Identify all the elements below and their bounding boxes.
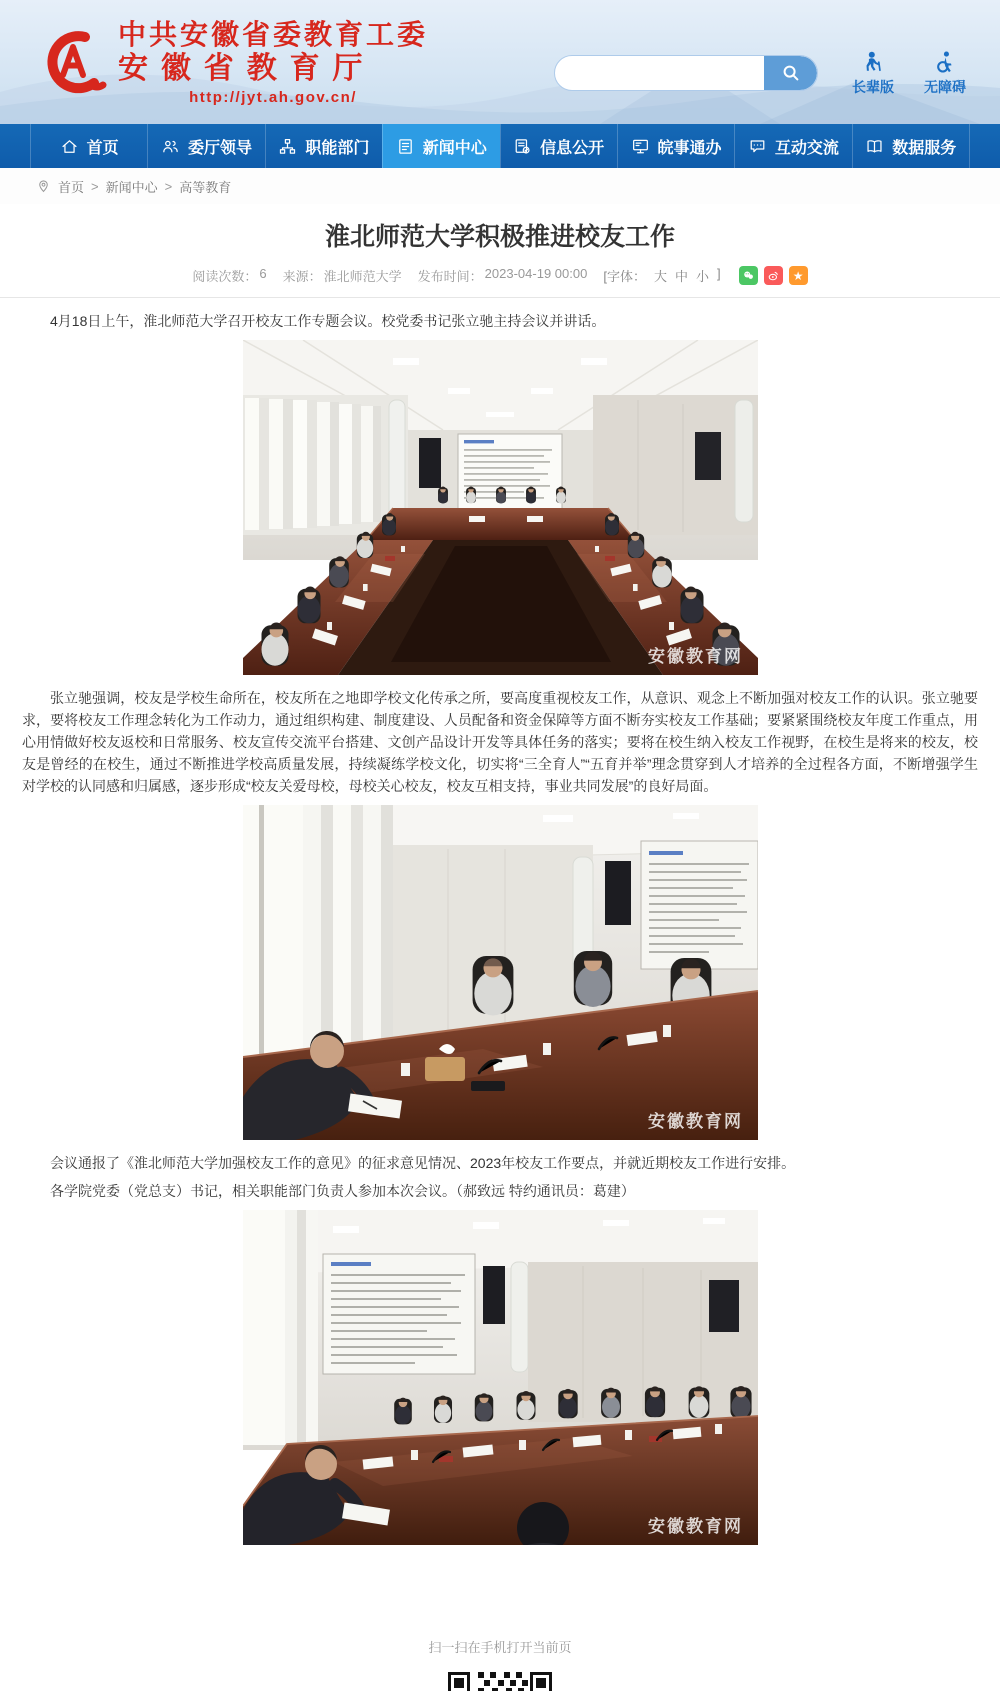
nav-item-leaders[interactable] <box>147 124 264 168</box>
elder-person-icon <box>861 50 885 74</box>
photo-watermark: 安徽教育网 <box>647 1517 743 1537</box>
page-title: 淮北师范大学积极推进校友工作 <box>324 223 675 251</box>
photo-watermark: 安徽教育网 <box>647 1112 743 1132</box>
org-chart-icon <box>278 137 297 156</box>
breadcrumb-news-center[interactable]: 新闻中心 <box>105 179 158 195</box>
org-name-line1: 中共安徽省委教育工委 <box>118 18 429 50</box>
views-count: 6 <box>259 266 267 281</box>
share-favorite-icon[interactable]: ★ <box>789 266 808 285</box>
font-size-small-button[interactable]: 小 <box>695 269 709 284</box>
chat-icon <box>748 137 767 156</box>
paragraph-3: 会议通报了《淮北师范大学加强校友工作的意见》的征求意见情况、2023年校友工作要点，并就近期校友工作进行安排。 <box>50 1155 796 1171</box>
home-icon <box>60 137 79 156</box>
nav-item-data-services[interactable] <box>852 124 970 168</box>
breadcrumb-separator: > <box>91 178 99 194</box>
meeting-room-photo <box>243 805 758 1140</box>
search-box <box>554 55 818 91</box>
source-value: 淮北师范大学 <box>323 269 402 284</box>
paragraph-4: 各学院党委（党总支）书记，相关职能部门负责人参加本次会议。（郝致远 特约通讯员：葛建） <box>50 1183 635 1199</box>
site-header <box>0 0 1000 124</box>
nav-item-interaction[interactable] <box>734 124 851 168</box>
divider <box>0 297 1000 298</box>
photo-watermark: 安徽教育网 <box>647 647 743 667</box>
nav-label: 信息公开 <box>540 139 605 157</box>
qr-code <box>448 1664 552 1691</box>
font-size-control <box>603 266 720 285</box>
document-seal-icon <box>513 137 532 156</box>
article-photo-2 <box>243 805 758 1140</box>
site-logo-icon <box>35 21 109 103</box>
news-icon <box>396 137 415 156</box>
article-photo-3 <box>243 1210 758 1545</box>
nav-item-news-center[interactable] <box>382 124 499 168</box>
org-name-line2: 安徽省教育厅 <box>118 51 376 85</box>
nav-item-departments[interactable] <box>265 124 382 168</box>
nav-item-services[interactable] <box>617 124 734 168</box>
wheelchair-icon <box>933 50 957 74</box>
search-button[interactable] <box>764 56 817 90</box>
elder-version-link[interactable] <box>852 50 894 97</box>
nav-item-home[interactable] <box>30 124 147 168</box>
search-input[interactable] <box>555 56 764 90</box>
breadcrumb <box>0 168 1000 204</box>
publish-time-label: 发布时间： <box>417 269 483 284</box>
nav-label: 职能部门 <box>305 139 370 157</box>
book-icon <box>865 137 884 156</box>
article <box>0 220 1000 1691</box>
accessibility-label: 无障碍 <box>924 78 966 95</box>
breadcrumb-current: 高等教育 <box>179 179 232 195</box>
share-wechat-icon[interactable] <box>739 266 758 285</box>
font-size-prefix: [字体： <box>603 269 646 284</box>
accessibility-link[interactable] <box>924 50 966 97</box>
font-size-large-button[interactable]: 大 <box>653 269 667 284</box>
nav-label: 新闻中心 <box>422 139 487 157</box>
breadcrumb-separator: > <box>164 178 173 194</box>
search-icon <box>781 63 801 83</box>
scan-tip: 扫一扫在手机打开当前页 <box>428 1640 572 1655</box>
people-icon <box>161 137 180 156</box>
article-meta <box>22 266 978 285</box>
main-nav <box>0 124 1000 168</box>
elder-version-label: 长辈版 <box>852 78 894 95</box>
site-brand[interactable] <box>35 19 428 106</box>
nav-label: 首页 <box>86 139 119 157</box>
meeting-room-photo <box>243 340 758 675</box>
nav-label: 皖事通办 <box>657 139 722 157</box>
breadcrumb-home[interactable]: 首页 <box>58 179 85 195</box>
monitor-icon <box>631 137 650 156</box>
location-pin-icon <box>36 179 51 194</box>
source-label: 来源： <box>282 269 322 284</box>
nav-label: 委厅领导 <box>188 139 253 157</box>
publish-time-value: 2023-04-19 00:00 <box>484 266 588 281</box>
nav-label: 数据服务 <box>892 139 957 157</box>
share-weibo-icon[interactable] <box>764 266 783 285</box>
font-size-medium-button[interactable]: 中 <box>674 269 688 284</box>
site-url: http://jyt.ah.gov.cn/ <box>189 88 357 106</box>
nav-item-info-disclosure[interactable] <box>500 124 617 168</box>
share-buttons <box>739 266 808 285</box>
meeting-room-photo <box>243 1210 758 1545</box>
paragraph-2: 张立驰强调，校友是学校生命所在，校友所在之地即学校文化传承之所，要高度重视校友工作，从意识、观念上不断加强对校友工作的认识。张立驰要求，要将校友工作理念转化为工作动力，通过组织构建、制度建设、人员配备和资金保障等方面不断夯实校友工作基础；要紧紧围绕校友年度工作重点，用心用情做好校友返校和日常服务、校友宣传交流平台搭建、文创产品设计开发等具体任务的落实；要将在校生纳入校友工作视野，在校生是将来的校友，校友是曾经的在校生，通过不断推进学校高质量发展，持续凝练学校文化，切实将“三全育人”“五育并举”理念贯穿到人才培养的全过程各方面，不断增强学生对学校的认同感和归属感，逐步形成“校友关爱母校，母校关心校友，校友互相支持，事业共同发展”的良好局面。 <box>22 690 978 794</box>
nav-label: 互动交流 <box>774 139 839 157</box>
paragraph-1: 4月18日上午，淮北师范大学召开校友工作专题会议。校党委书记张立驰主持会议并讲话。 <box>50 313 606 329</box>
font-size-suffix: ] <box>717 266 721 281</box>
article-photo-1 <box>243 340 758 675</box>
views-label: 阅读次数： <box>192 269 258 284</box>
